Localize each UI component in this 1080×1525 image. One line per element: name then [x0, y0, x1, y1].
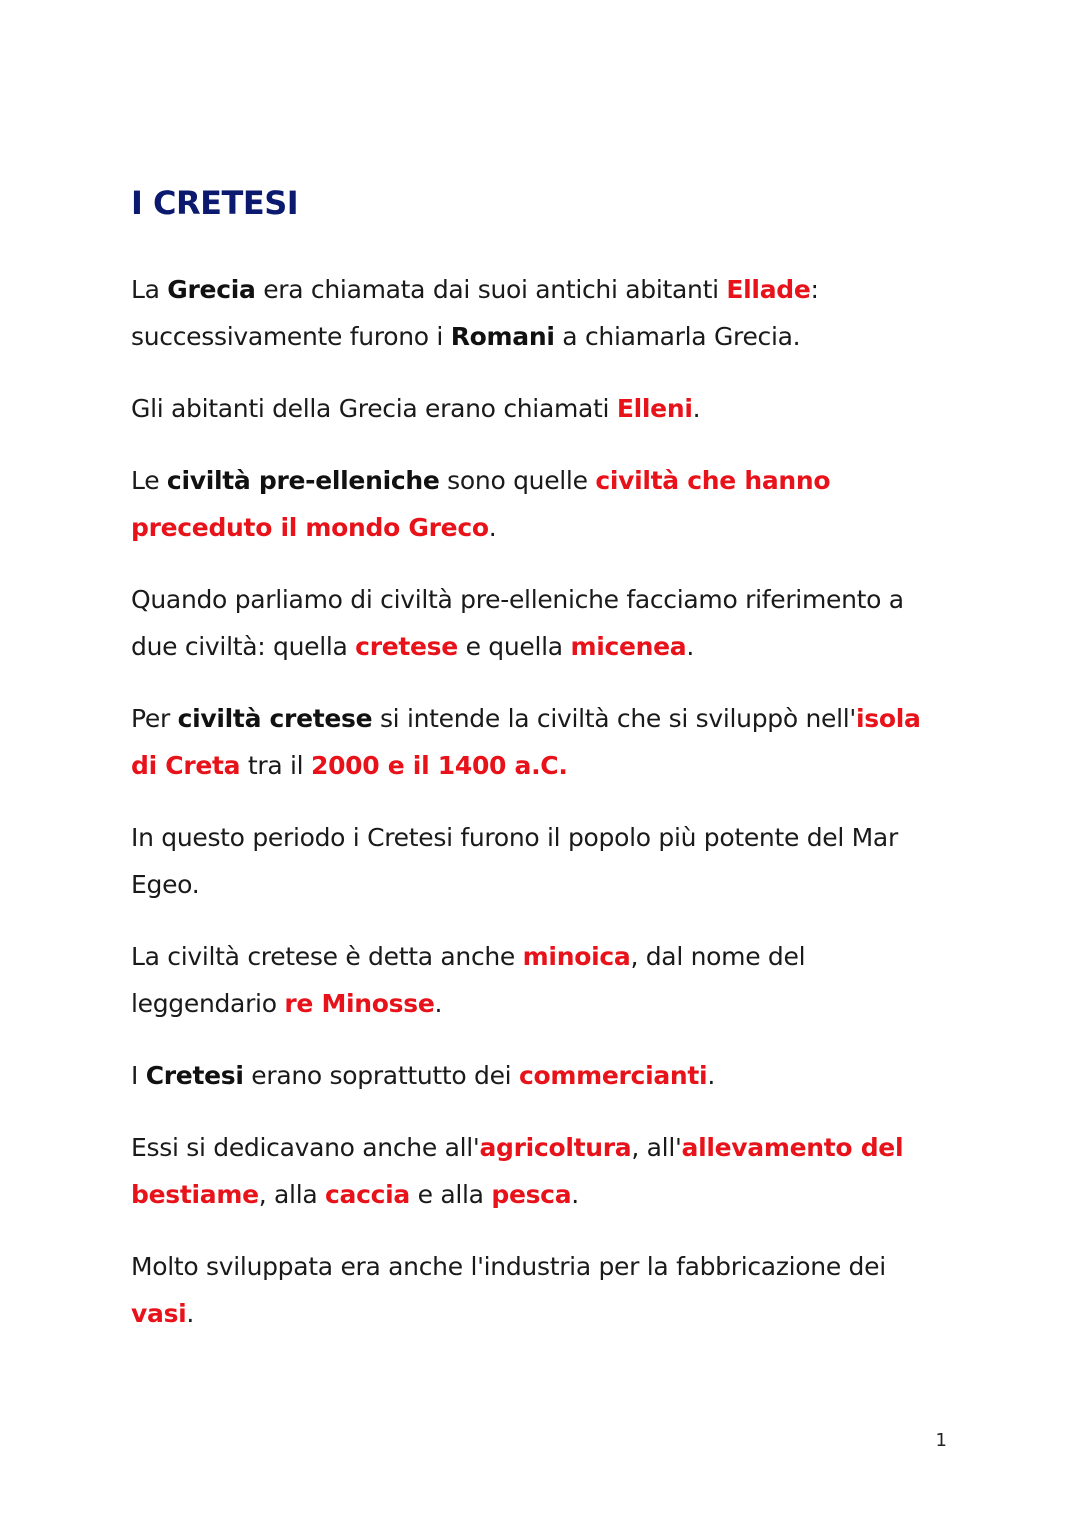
document-body	[131, 180, 951, 1362]
highlighted-term: pesca	[491, 1180, 572, 1209]
text-segment: erano soprattutto dei	[243, 1061, 519, 1090]
text-segment: In questo periodo i Cretesi furono il popolo più potente del Mar Egeo.	[131, 823, 898, 899]
text-segment: , all'	[631, 1133, 682, 1162]
page-number: 1	[935, 1430, 947, 1451]
highlighted-term: isola di Creta	[131, 704, 921, 780]
highlighted-term: civiltà che hanno preceduto il mondo Greco	[131, 466, 831, 542]
highlighted-term: Ellade	[726, 275, 811, 304]
text-segment: .	[686, 632, 695, 661]
highlighted-term: allevamento del bestiame	[131, 1133, 904, 1209]
text-segment: sono quelle	[439, 466, 596, 495]
paragraph	[131, 695, 951, 789]
paragraph	[131, 1124, 951, 1218]
text-segment: si intende la civiltà che si sviluppò nell'	[372, 704, 856, 733]
paragraph	[131, 266, 951, 360]
text-segment: .	[571, 1180, 579, 1209]
paragraph	[131, 1052, 951, 1099]
text-segment: : successivamente furono i	[131, 275, 819, 351]
highlighted-term: caccia	[325, 1180, 410, 1209]
text-segment: tra il	[240, 751, 311, 780]
paragraph	[131, 457, 951, 551]
text-segment: .	[707, 1061, 715, 1090]
text-segment: Molto sviluppata era anche l'industria per la fabbricazione dei	[131, 1252, 886, 1281]
highlighted-term: Elleni	[616, 394, 693, 423]
text-segment: La	[131, 275, 168, 304]
text-segment: Quando parliamo di civiltà pre-elleniche facciamo riferimento a due civiltà: quella	[131, 585, 904, 661]
paragraph	[131, 1243, 951, 1337]
text-segment: e quella	[457, 632, 571, 661]
text-segment: I	[131, 1061, 146, 1090]
text-segment: Essi si dedicavano anche all'	[131, 1133, 480, 1162]
text-segment: Per	[131, 704, 178, 733]
text-segment: Le	[131, 466, 167, 495]
highlighted-term: re Minosse	[284, 989, 435, 1018]
text-segment: e alla	[409, 1180, 492, 1209]
text-segment: .	[434, 989, 443, 1018]
highlighted-term: cretese	[355, 632, 458, 661]
highlighted-term: commercianti	[518, 1061, 708, 1090]
text-segment: .	[692, 394, 701, 423]
highlighted-term: micenea	[570, 632, 687, 661]
text-segment: , dal nome del leggendario	[131, 942, 806, 1018]
paragraph	[131, 576, 951, 670]
highlighted-term: vasi	[131, 1299, 187, 1328]
highlighted-term: 2000 e il 1400 a.C.	[310, 751, 568, 780]
text-segment: .	[488, 513, 497, 542]
bold-term: Grecia	[167, 275, 256, 304]
paragraph	[131, 814, 951, 908]
paragraph-list	[131, 266, 951, 1337]
bold-term: Romani	[450, 322, 555, 351]
paragraph	[131, 933, 951, 1027]
text-segment: .	[186, 1299, 195, 1328]
highlighted-term: minoica	[522, 942, 631, 971]
text-segment: era chiamata dai suoi antichi abitanti	[255, 275, 727, 304]
text-segment: a chiamarla Grecia.	[554, 322, 801, 351]
highlighted-term: agricoltura	[479, 1133, 632, 1162]
bold-term: Cretesi	[145, 1061, 244, 1090]
text-segment: Gli abitanti della Grecia erano chiamati	[131, 394, 617, 423]
bold-term: civiltà cretese	[177, 704, 373, 733]
bold-term: civiltà pre-elleniche	[166, 466, 440, 495]
text-segment: , alla	[258, 1180, 326, 1209]
page-title: I CRETESI	[131, 184, 299, 222]
text-segment: La civiltà cretese è detta anche	[131, 942, 523, 971]
paragraph	[131, 385, 951, 432]
